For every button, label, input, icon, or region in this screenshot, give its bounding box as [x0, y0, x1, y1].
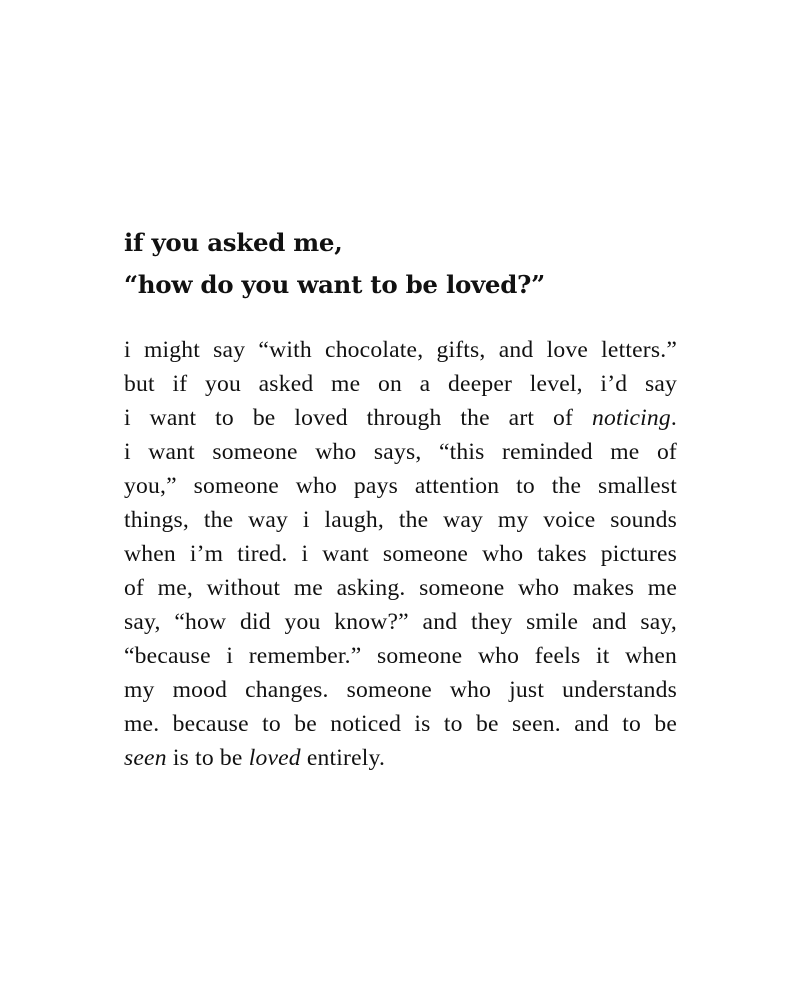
- poem-line-2: [124, 367, 677, 401]
- poem-line-1: [124, 333, 677, 367]
- poem-line-13: [124, 741, 677, 775]
- poem-line-7-text: when i’m tired. i want someone who takes pictures: [124, 541, 677, 567]
- poem-body: [124, 333, 677, 775]
- poem-line-13-middle: is to be: [166, 745, 249, 771]
- poem-line-3: [124, 401, 677, 435]
- poem-line-4: [124, 435, 677, 469]
- poem-page: [124, 222, 677, 775]
- poem-line-3-period: .: [670, 405, 677, 431]
- poem-line-5: [124, 469, 677, 503]
- poem-line-11-text: my mood changes. someone who just understands: [124, 677, 677, 703]
- poem-line-9: [124, 605, 677, 639]
- emphasis-seen: seen: [124, 745, 167, 771]
- poem-line-2-text: but if you asked me on a deeper level, i’d say: [124, 371, 677, 397]
- poem-line-6-text: things, the way i laugh, the way my voice sounds: [124, 507, 677, 533]
- poem-title: [124, 222, 677, 306]
- poem-line-4-text: i want someone who says, “this reminded me of: [124, 439, 677, 465]
- poem-line-8-text: of me, without me asking. someone who makes me: [124, 575, 677, 601]
- emphasis-loved: loved: [248, 745, 301, 771]
- poem-line-12: [124, 707, 677, 741]
- poem-line-10-text: “because i remember.” someone who feels it when: [124, 643, 677, 669]
- emphasis-noticing: noticing: [591, 405, 671, 431]
- poem-line-5-text: you,” someone who pays attention to the smallest: [124, 473, 677, 499]
- title-line-2: “how do you want to be loved?”: [124, 270, 545, 299]
- poem-line-3-text: i want to be loved through the art of: [124, 405, 592, 431]
- poem-line-11: [124, 673, 677, 707]
- poem-line-1-text: i might say “with chocolate, gifts, and love letters.”: [124, 337, 677, 363]
- poem-line-13-end: entirely.: [300, 745, 386, 771]
- poem-line-10: [124, 639, 677, 673]
- poem-line-9-text: say, “how did you know?” and they smile and say,: [124, 609, 677, 635]
- poem-line-8: [124, 571, 677, 605]
- poem-line-7: [124, 537, 677, 571]
- poem-line-12-text: me. because to be noticed is to be seen. and to be: [124, 711, 677, 737]
- title-line-1: if you asked me,: [124, 228, 343, 257]
- poem-line-6: [124, 503, 677, 537]
